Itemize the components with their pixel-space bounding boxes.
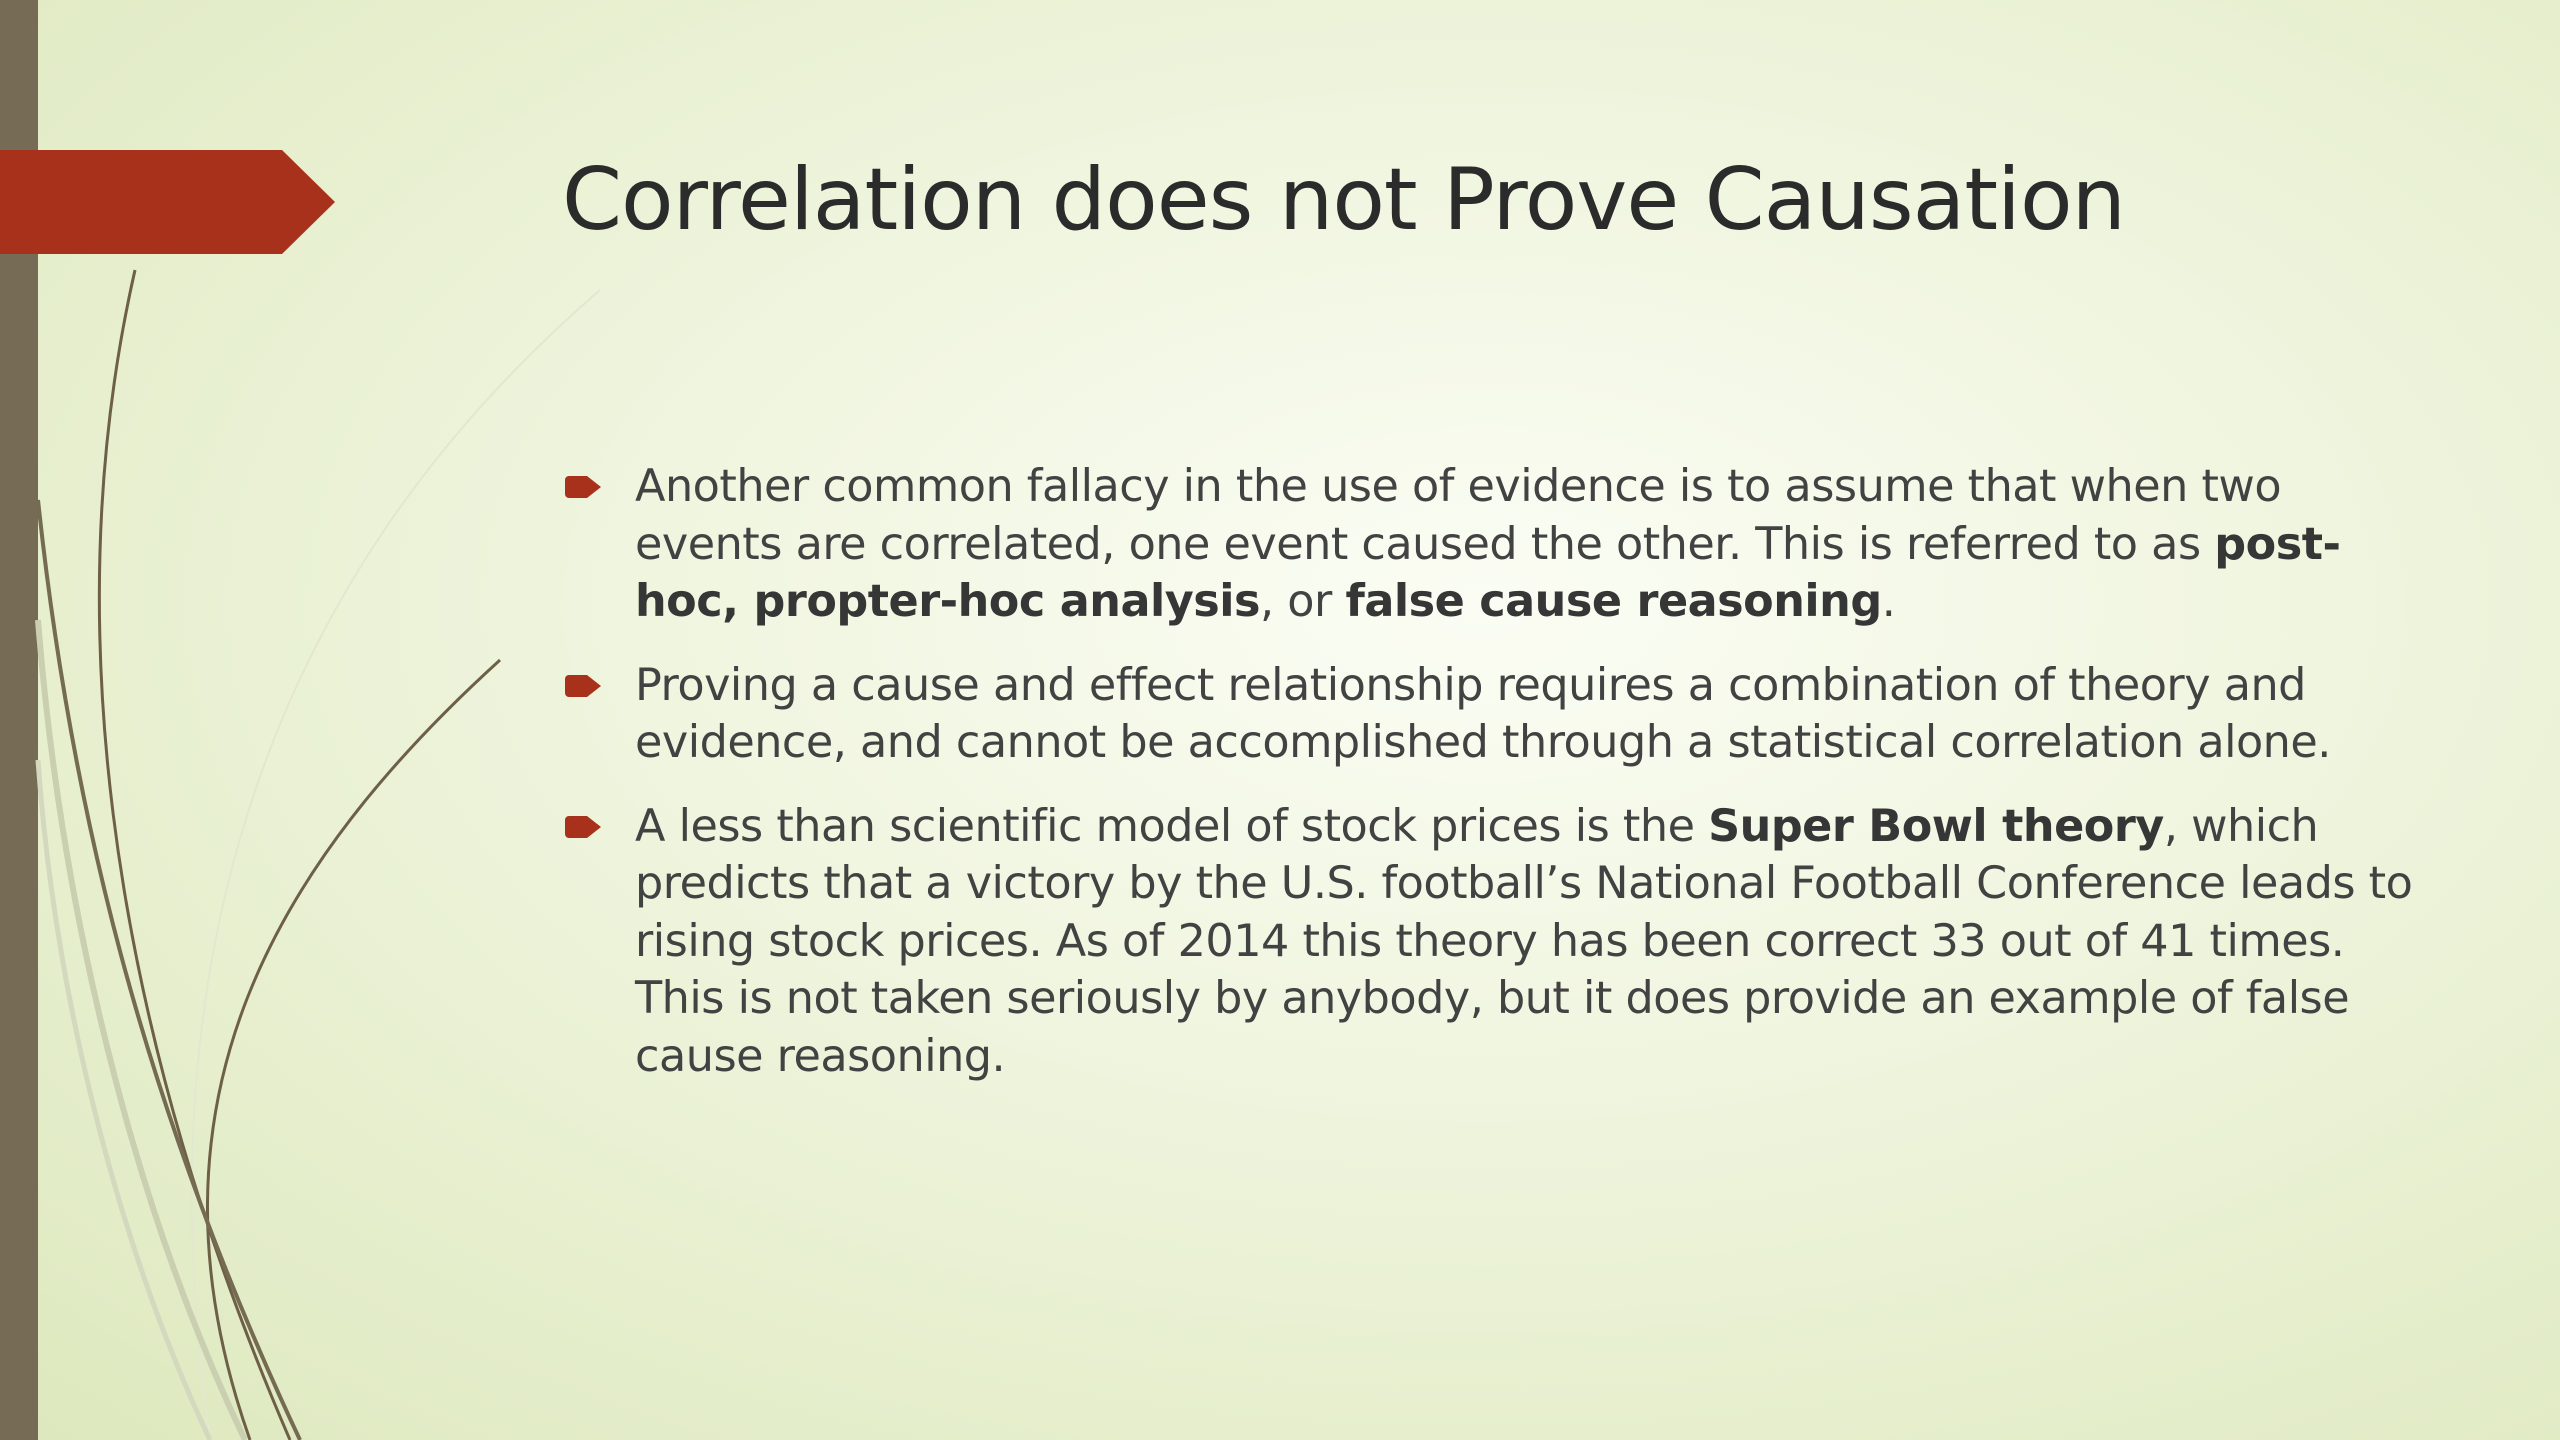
- bullet-text: [635, 657, 2422, 772]
- bullet-text-segment: , or: [1259, 576, 1346, 627]
- bullet-item: [562, 798, 2422, 1086]
- bold-term: false cause reasoning: [1345, 576, 1882, 627]
- bold-term: post-hoc, propter-hoc analysis: [635, 518, 2341, 627]
- bullet-item: [562, 458, 2422, 631]
- bullet-list: [562, 458, 2422, 1111]
- bold-term: Super Bowl theory: [1708, 800, 2164, 852]
- bullet-text: [635, 798, 2422, 1086]
- arrow-bullet-icon: [565, 816, 601, 838]
- bullet-text-segment: A less than scientific model of stock prices is the: [635, 800, 1709, 852]
- bullet-text-segment: Proving a cause and effect relationship requires a combination of theory and evidence, and cannot be accomplished through a statistical correlation alone.: [635, 659, 2331, 768]
- bullet-text-segment: .: [1881, 576, 1896, 627]
- arrow-bullet-icon: [565, 675, 601, 697]
- title-arrow-shape: [0, 150, 335, 254]
- bullet-text-segment: , which predicts that a victory by the U.S. football’s National Football Conference leads to rising stock prices. As of 2014 this theory has been correct 33 out of 41 times. This is not taken seriously by anybody, but it does provide an example of false cause reasoning.: [635, 800, 2413, 1082]
- arrow-bullet-icon: [565, 476, 601, 498]
- bullet-item: [562, 657, 2422, 772]
- slide-title: Correlation does not Prove Causation: [562, 150, 2126, 250]
- bullet-text-segment: Another common fallacy in the use of evidence is to assume that when two events are correlated, one event caused the other. This is referred to as: [635, 461, 2282, 570]
- bullet-text: [635, 458, 2422, 631]
